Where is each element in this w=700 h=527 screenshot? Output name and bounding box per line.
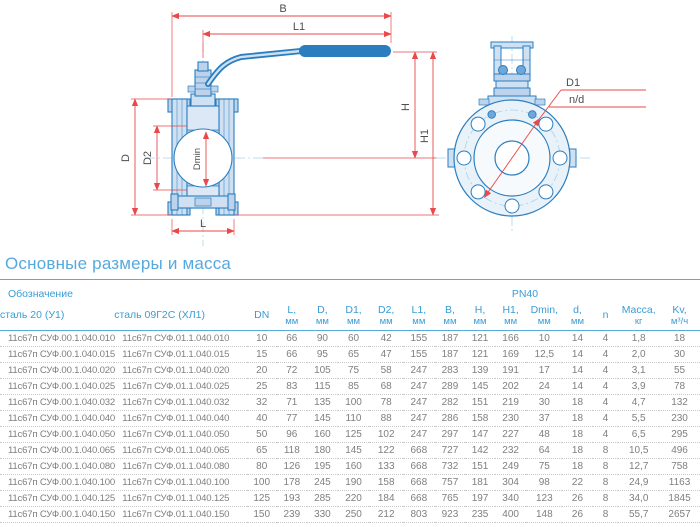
value-d2: 102 bbox=[377, 429, 395, 440]
designation-steel09: 11с67п СУФ.01.1.040.032 bbox=[122, 397, 230, 408]
value-dn: 65 bbox=[256, 445, 268, 456]
value-kv: 1163 bbox=[668, 477, 691, 488]
value-kv: 2657 bbox=[668, 509, 691, 520]
valve-body bbox=[168, 99, 238, 215]
designation-steel09: 11с67п СУФ.01.1.040.025 bbox=[122, 381, 230, 392]
value-h: 235 bbox=[471, 509, 489, 520]
value-mass: 2,0 bbox=[631, 349, 646, 360]
designation-steel20: 11с67п СУФ.00.1.040.020 bbox=[8, 365, 116, 376]
column-header-d2: D2, мм bbox=[378, 303, 395, 327]
dim-label-h1: H1 bbox=[419, 128, 431, 144]
value-n: 4 bbox=[602, 333, 609, 344]
value-mass: 3,1 bbox=[631, 365, 646, 376]
value-d1: 85 bbox=[347, 381, 360, 392]
value-d: 115 bbox=[314, 381, 331, 392]
value-l1: 247 bbox=[410, 365, 428, 376]
value-h: 158 bbox=[471, 413, 489, 424]
value-b: 187 bbox=[441, 333, 459, 344]
value-dmin: 10 bbox=[538, 333, 550, 344]
value-d1: 190 bbox=[345, 477, 362, 488]
dimensions-table bbox=[0, 279, 700, 523]
designation-steel09: 11с67п СУФ.01.1.040.080 bbox=[122, 461, 230, 472]
value-d1: 160 bbox=[345, 461, 362, 472]
value-d2: 68 bbox=[380, 381, 392, 392]
designation-steel20: 11с67п СУФ.00.1.040.125 bbox=[8, 493, 116, 504]
column-header-d: D, мм bbox=[315, 303, 329, 327]
designation-steel09: 11с67п СУФ.01.1.040.065 bbox=[122, 445, 230, 456]
column-header-n: n bbox=[602, 309, 609, 322]
value-dmin: 148 bbox=[535, 509, 553, 520]
column-header-dmin: Dmin, мм bbox=[530, 303, 559, 327]
value-h1: 227 bbox=[502, 429, 519, 440]
value-l1: 247 bbox=[410, 397, 428, 408]
dim-label-d2: D2 bbox=[142, 150, 154, 166]
designation-steel20: 11с67п СУФ.00.1.040.032 bbox=[8, 397, 116, 408]
dim-label-nd: n/d bbox=[569, 94, 585, 106]
value-kv: 230 bbox=[671, 413, 688, 424]
table-row bbox=[0, 395, 700, 411]
value-l1: 668 bbox=[410, 445, 428, 456]
value-dmin: 98 bbox=[538, 477, 550, 488]
dim-label-d1: D1 bbox=[566, 77, 581, 89]
value-d-bolt: 14 bbox=[571, 349, 584, 360]
value-d-bolt: 18 bbox=[571, 413, 584, 424]
table-row bbox=[0, 475, 700, 491]
value-h1: 166 bbox=[502, 333, 519, 344]
value-kv: 295 bbox=[671, 429, 688, 440]
value-h: 151 bbox=[471, 461, 489, 472]
value-l: 96 bbox=[286, 429, 298, 440]
value-d: 285 bbox=[314, 493, 331, 504]
value-d2: 158 bbox=[377, 477, 395, 488]
value-l1: 247 bbox=[410, 381, 428, 392]
column-header-d-bolt: d, мм bbox=[570, 303, 584, 327]
value-kv: 496 bbox=[671, 445, 688, 456]
value-n: 4 bbox=[602, 381, 609, 392]
value-d: 245 bbox=[314, 477, 331, 488]
value-mass: 5,5 bbox=[631, 413, 646, 424]
value-h1: 249 bbox=[502, 461, 519, 472]
value-kv: 55 bbox=[673, 365, 686, 376]
value-dmin: 75 bbox=[538, 461, 550, 472]
value-dmin: 17 bbox=[538, 365, 550, 376]
dim-label-dmin: Dmin bbox=[192, 147, 203, 171]
designation-steel09: 11с67п СУФ.01.1.040.015 bbox=[122, 349, 230, 360]
designation-steel09: 11с67п СУФ.01.1.040.125 bbox=[122, 493, 230, 504]
value-n: 8 bbox=[602, 493, 609, 504]
value-h1: 191 bbox=[502, 365, 519, 376]
value-d1: 100 bbox=[345, 397, 362, 408]
value-mass: 6,5 bbox=[631, 429, 646, 440]
value-d2: 58 bbox=[380, 365, 392, 376]
value-b: 727 bbox=[441, 445, 459, 456]
value-b: 289 bbox=[441, 381, 459, 392]
value-d: 330 bbox=[314, 509, 331, 520]
value-d: 105 bbox=[314, 365, 331, 376]
designation-steel20: 11с67п СУФ.00.1.040.100 bbox=[8, 477, 116, 488]
value-d-bolt: 26 bbox=[571, 493, 584, 504]
value-kv: 1845 bbox=[668, 493, 691, 504]
value-b: 187 bbox=[441, 349, 459, 360]
table-row bbox=[0, 331, 700, 347]
value-b: 732 bbox=[441, 461, 459, 472]
value-mass: 55,7 bbox=[628, 509, 649, 520]
value-b: 297 bbox=[441, 429, 459, 440]
value-d1: 125 bbox=[345, 429, 362, 440]
designation-steel09: 11с67п СУФ.01.1.040.100 bbox=[122, 477, 230, 488]
value-l: 118 bbox=[283, 445, 300, 456]
value-dn: 10 bbox=[256, 333, 268, 344]
value-l: 71 bbox=[286, 397, 298, 408]
designation-group-header: Обозначение bbox=[8, 288, 73, 300]
table-row bbox=[0, 459, 700, 475]
value-mass: 34,0 bbox=[628, 493, 649, 504]
value-dn: 100 bbox=[253, 477, 271, 488]
value-dn: 80 bbox=[256, 461, 268, 472]
value-b: 765 bbox=[441, 493, 459, 504]
designation-steel20: 11с67п СУФ.00.1.040.050 bbox=[8, 429, 116, 440]
value-d: 135 bbox=[314, 397, 331, 408]
designation-steel20: 11с67п СУФ.00.1.040.040 bbox=[8, 413, 116, 424]
value-d: 95 bbox=[316, 349, 328, 360]
value-l1: 668 bbox=[410, 477, 428, 488]
value-h: 121 bbox=[471, 333, 489, 344]
value-d2: 42 bbox=[380, 333, 392, 344]
value-dmin: 30 bbox=[538, 397, 550, 408]
designation-steel20: 11с67п СУФ.00.1.040.150 bbox=[8, 509, 116, 520]
table-row bbox=[0, 363, 700, 379]
value-h: 142 bbox=[471, 445, 489, 456]
column-header-d1: D1, мм bbox=[345, 303, 362, 327]
value-dn: 20 bbox=[256, 365, 268, 376]
value-l: 77 bbox=[286, 413, 298, 424]
value-mass: 4,7 bbox=[631, 397, 646, 408]
value-b: 282 bbox=[441, 397, 459, 408]
column-header-steel20: сталь 20 (У1) bbox=[0, 309, 65, 322]
value-d2: 133 bbox=[377, 461, 395, 472]
value-d-bolt: 18 bbox=[571, 397, 584, 408]
value-d-bolt: 26 bbox=[571, 509, 584, 520]
pn40-group-header: PN40 bbox=[511, 288, 539, 300]
value-h1: 304 bbox=[502, 477, 519, 488]
value-l: 72 bbox=[286, 365, 298, 376]
value-b: 757 bbox=[441, 477, 459, 488]
value-h1: 400 bbox=[502, 509, 519, 520]
value-dmin: 24 bbox=[538, 381, 550, 392]
value-l: 178 bbox=[283, 477, 301, 488]
value-kv: 758 bbox=[671, 461, 688, 472]
value-h1: 230 bbox=[502, 413, 519, 424]
designation-steel20: 11с67п СУФ.00.1.040.080 bbox=[8, 461, 116, 472]
value-l: 239 bbox=[283, 509, 301, 520]
value-dn: 150 bbox=[253, 509, 271, 520]
column-header-b: B, мм bbox=[443, 303, 457, 327]
table-row bbox=[0, 507, 700, 523]
stem-assembly-front bbox=[479, 42, 545, 105]
value-mass: 12,7 bbox=[628, 461, 649, 472]
value-dmin: 64 bbox=[538, 445, 550, 456]
value-l1: 668 bbox=[410, 493, 428, 504]
value-d2: 88 bbox=[380, 413, 392, 424]
value-l1: 155 bbox=[410, 333, 428, 344]
value-l: 66 bbox=[286, 349, 298, 360]
value-n: 4 bbox=[602, 413, 609, 424]
value-d1: 75 bbox=[347, 365, 360, 376]
value-h: 147 bbox=[471, 429, 489, 440]
table-row bbox=[0, 347, 700, 363]
value-dn: 40 bbox=[256, 413, 268, 424]
valve-front-view-drawing bbox=[430, 0, 700, 252]
value-n: 8 bbox=[602, 509, 609, 520]
value-h: 121 bbox=[471, 349, 489, 360]
value-l: 66 bbox=[286, 333, 298, 344]
value-dn: 32 bbox=[256, 397, 268, 408]
dim-label-l: L bbox=[199, 218, 207, 230]
value-l: 193 bbox=[283, 493, 301, 504]
column-header-mass: Масса, кг bbox=[621, 303, 656, 327]
dim-label-h: H bbox=[400, 103, 412, 111]
column-header-h1: H1, мм bbox=[502, 303, 519, 327]
value-d2: 78 bbox=[380, 397, 392, 408]
table-row bbox=[0, 411, 700, 427]
value-h1: 169 bbox=[502, 349, 519, 360]
value-kv: 18 bbox=[673, 333, 686, 344]
designation-steel09: 11с67п СУФ.01.1.040.150 bbox=[122, 509, 230, 520]
value-h1: 340 bbox=[502, 493, 519, 504]
value-d2: 122 bbox=[377, 445, 395, 456]
value-n: 4 bbox=[602, 349, 609, 360]
valve-side-view-drawing bbox=[95, 0, 445, 252]
value-d-bolt: 18 bbox=[571, 445, 584, 456]
value-d1: 110 bbox=[345, 413, 362, 424]
value-d1: 145 bbox=[345, 445, 362, 456]
section-title: Основные размеры и масса bbox=[5, 254, 232, 273]
value-h: 181 bbox=[471, 477, 489, 488]
designation-steel09: 11с67п СУФ.01.1.040.020 bbox=[122, 365, 230, 376]
value-dmin: 12,5 bbox=[534, 349, 555, 360]
value-n: 4 bbox=[602, 365, 609, 376]
value-l1: 247 bbox=[410, 429, 428, 440]
value-h1: 232 bbox=[502, 445, 519, 456]
value-d-bolt: 14 bbox=[571, 381, 584, 392]
dim-label-d: D bbox=[120, 154, 132, 162]
value-l1: 155 bbox=[410, 349, 428, 360]
value-n: 8 bbox=[602, 461, 609, 472]
designation-steel20: 11с67п СУФ.00.1.040.015 bbox=[8, 349, 116, 360]
value-h: 151 bbox=[471, 397, 489, 408]
column-header-l: L, мм bbox=[285, 303, 299, 327]
value-dn: 25 bbox=[256, 381, 268, 392]
value-dmin: 123 bbox=[535, 493, 553, 504]
value-mass: 1,8 bbox=[631, 333, 646, 344]
value-d2: 184 bbox=[377, 493, 395, 504]
column-header-row bbox=[0, 302, 700, 331]
ball bbox=[174, 129, 232, 187]
value-kv: 30 bbox=[673, 349, 686, 360]
value-h: 197 bbox=[471, 493, 489, 504]
value-l1: 247 bbox=[410, 413, 428, 424]
value-l: 126 bbox=[283, 461, 301, 472]
lever-handle bbox=[208, 45, 391, 84]
value-mass: 3,9 bbox=[631, 381, 646, 392]
value-b: 286 bbox=[441, 413, 459, 424]
column-header-kv: Kv, м³/ч bbox=[670, 303, 689, 327]
technical-drawings bbox=[0, 0, 700, 250]
value-l1: 668 bbox=[410, 461, 428, 472]
table-body bbox=[0, 331, 700, 523]
value-d1: 220 bbox=[345, 493, 362, 504]
value-l1: 803 bbox=[410, 509, 428, 520]
designation-steel09: 11с67п СУФ.01.1.040.040 bbox=[122, 413, 230, 424]
designation-steel20: 11с67п СУФ.00.1.040.065 bbox=[8, 445, 116, 456]
value-d2: 47 bbox=[380, 349, 392, 360]
value-h: 139 bbox=[471, 365, 489, 376]
column-header-steel09: сталь 09Г2С (ХЛ1) bbox=[114, 309, 205, 322]
value-dmin: 48 bbox=[538, 429, 550, 440]
table-row bbox=[0, 491, 700, 507]
value-d2: 212 bbox=[377, 509, 395, 520]
value-l: 83 bbox=[286, 381, 298, 392]
table-row bbox=[0, 427, 700, 443]
value-kv: 78 bbox=[673, 381, 686, 392]
designation-steel20: 11с67п СУФ.00.1.040.010 bbox=[8, 333, 116, 344]
value-d: 145 bbox=[314, 413, 331, 424]
value-n: 8 bbox=[602, 445, 609, 456]
value-d-bolt: 18 bbox=[571, 461, 584, 472]
column-header-dn: DN bbox=[254, 309, 270, 322]
table-row bbox=[0, 443, 700, 459]
value-mass: 24,9 bbox=[628, 477, 649, 488]
dim-label-l1: L1 bbox=[292, 21, 306, 33]
designation-steel09: 11с67п СУФ.01.1.040.010 bbox=[122, 333, 230, 344]
designation-steel09: 11с67п СУФ.01.1.040.050 bbox=[122, 429, 230, 440]
value-d: 160 bbox=[314, 429, 331, 440]
designation-steel20: 11с67п СУФ.00.1.040.025 bbox=[8, 381, 116, 392]
value-d: 180 bbox=[314, 445, 331, 456]
value-d1: 250 bbox=[345, 509, 362, 520]
value-kv: 132 bbox=[671, 397, 688, 408]
value-b: 283 bbox=[441, 365, 459, 376]
value-d1: 60 bbox=[347, 333, 360, 344]
value-d-bolt: 18 bbox=[571, 429, 584, 440]
value-n: 4 bbox=[602, 397, 609, 408]
column-header-h: H, мм bbox=[473, 303, 487, 327]
value-dn: 50 bbox=[256, 429, 268, 440]
value-mass: 10,5 bbox=[628, 445, 649, 456]
value-dn: 15 bbox=[256, 349, 268, 360]
value-h: 145 bbox=[471, 381, 489, 392]
group-header-row bbox=[0, 280, 700, 303]
value-h1: 219 bbox=[502, 397, 519, 408]
value-dn: 125 bbox=[253, 493, 271, 504]
column-header-l1: L1, мм bbox=[411, 303, 427, 327]
value-b: 923 bbox=[441, 509, 459, 520]
value-d-bolt: 22 bbox=[571, 477, 584, 488]
value-h1: 202 bbox=[502, 381, 519, 392]
valve-stem bbox=[188, 62, 218, 106]
value-d1: 65 bbox=[347, 349, 360, 360]
dim-label-b: B bbox=[279, 3, 287, 15]
table-row bbox=[0, 379, 700, 395]
value-d-bolt: 14 bbox=[571, 333, 584, 344]
value-d: 90 bbox=[316, 333, 328, 344]
value-d: 195 bbox=[314, 461, 331, 472]
value-n: 8 bbox=[602, 477, 609, 488]
value-d-bolt: 14 bbox=[571, 365, 584, 376]
value-n: 4 bbox=[602, 429, 609, 440]
value-dmin: 37 bbox=[538, 413, 550, 424]
